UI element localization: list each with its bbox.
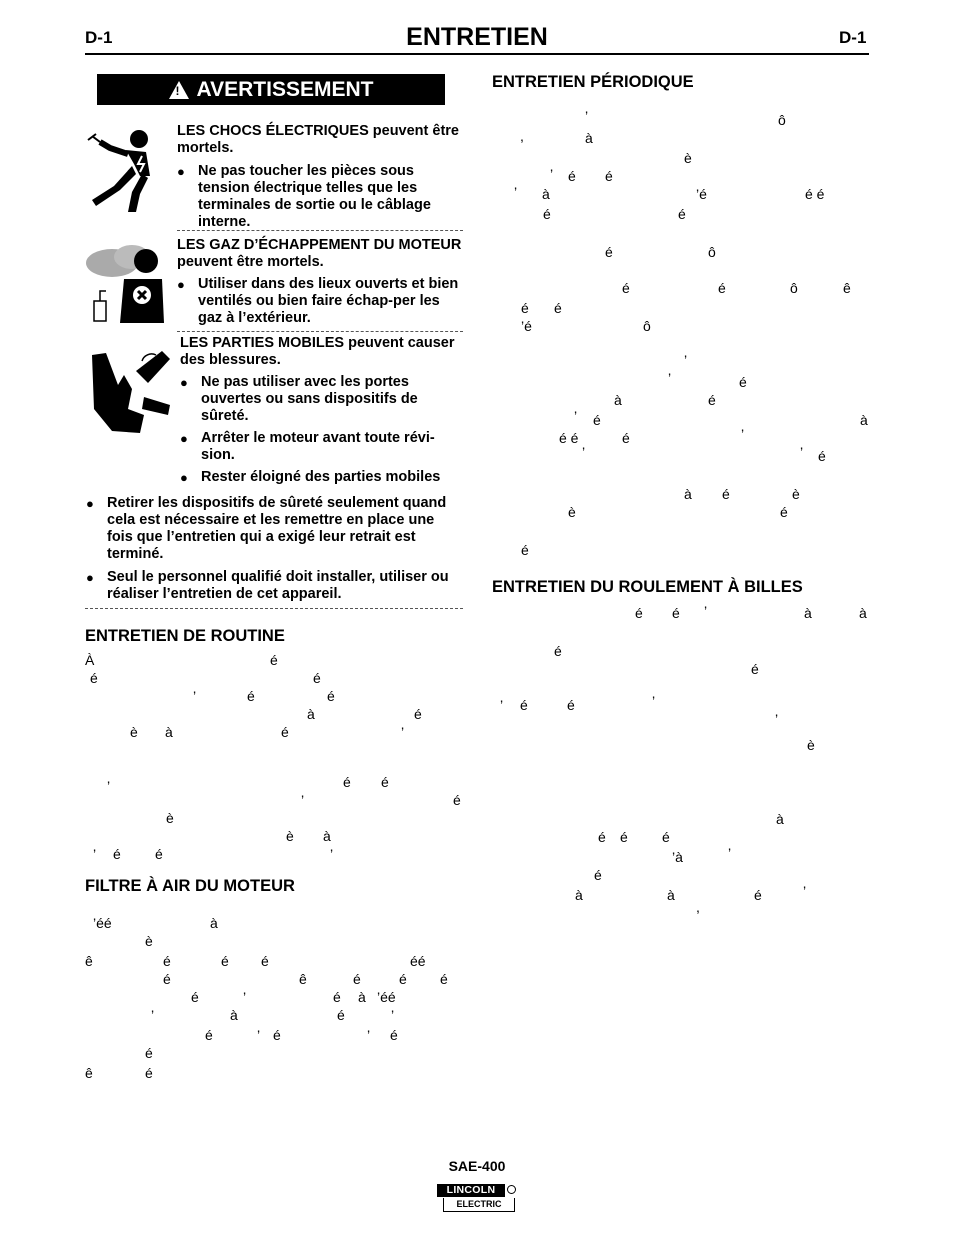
warning-triangle-icon: ! bbox=[169, 81, 189, 99]
moving-bullet: ● Rester éloigné des parties mobiles bbox=[180, 469, 463, 486]
warning-banner-label: AVERTISSEMENT bbox=[196, 77, 374, 101]
exhaust-fumes-icon bbox=[84, 243, 174, 328]
air-filter-heading: FILTRE À AIR DU MOTEUR bbox=[85, 877, 295, 895]
air-filter-body: ’éé à è ê é é é éé é ê é é é é ’ é à ’éé ’ à é ’ é ’ é ’ é é ê é bbox=[85, 915, 448, 1081]
page-code-right: D-1 bbox=[839, 28, 867, 47]
routine-body: À é é é ’ é é à é è à é ’ ’ é é ’ é è è à ’ é é ’ bbox=[85, 652, 461, 862]
moving-bullet: ● Arrêter le moteur avant toute révi-sion. bbox=[180, 430, 463, 464]
electric-heading: LES CHOCS ÉLECTRIQUES peuvent être mortels. bbox=[177, 123, 459, 156]
header-rule bbox=[85, 53, 869, 55]
electric-shock-icon bbox=[84, 126, 174, 216]
exhaust-warning bbox=[177, 237, 462, 327]
moving-warning bbox=[180, 335, 463, 486]
divider bbox=[85, 608, 463, 609]
general-bullet: ● Retirer les dispositifs de sûreté seulement quand cela est nécessaire et les remettre en place une fois que l’entretien qui a exigé leur retrait est terminé. bbox=[86, 495, 461, 563]
moving-bullet: ● Ne pas utiliser avec les portes ouvertes ou sans dispositifs de sûreté. bbox=[180, 374, 463, 425]
registered-mark-icon bbox=[507, 1185, 516, 1194]
divider bbox=[177, 230, 463, 231]
general-bullet: ● Seul le personnel qualifié doit installer, utiliser ou réaliser l’entretien de cet appareil. bbox=[86, 569, 461, 603]
moving-heading: LES PARTIES MOBILES peuvent causer des blessures. bbox=[180, 335, 455, 368]
logo-top: LINCOLN bbox=[437, 1184, 505, 1197]
bearing-body: é é ’ à à é é ’ é é ’ ’ è à é é é ’à ’ é à à é ’ , bbox=[500, 603, 867, 915]
divider bbox=[177, 331, 463, 332]
page-title: ENTRETIEN bbox=[406, 23, 548, 51]
model-number: SAE-400 bbox=[448, 1158, 506, 1174]
periodic-body: ’ ô , à è ’ é é ’ à ’é é é é é é ô é é ô ê é é ’é ô ’ ’ é à é ’ é à é é é ’ ’ ’ é à é è è é é bbox=[514, 108, 868, 558]
moving-parts-hand-icon bbox=[84, 345, 176, 440]
electric-bullet: ● Ne pas toucher les pièces sous tension électrique telles que les terminales de sortie ou le câblage interne. bbox=[177, 163, 462, 231]
logo-bottom: ELECTRIC bbox=[443, 1198, 515, 1212]
page-code-left: D-1 bbox=[85, 28, 113, 47]
periodic-heading: ENTRETIEN PÉRIODIQUE bbox=[492, 73, 694, 91]
electric-warning bbox=[177, 123, 462, 231]
exhaust-heading: LES GAZ D’ÉCHAPPEMENT DU MOTEUR peuvent être mortels. bbox=[177, 237, 462, 270]
exhaust-bullet: ● Utiliser dans des lieux ouverts et bien ventilés ou bien faire échap-per les gaz à l’extérieur. bbox=[177, 276, 462, 327]
lincoln-electric-logo bbox=[437, 1184, 517, 1214]
bearing-heading: ENTRETIEN DU ROULEMENT À BILLES bbox=[492, 578, 803, 596]
routine-heading: ENTRETIEN DE ROUTINE bbox=[85, 627, 285, 645]
warning-banner bbox=[97, 74, 445, 105]
general-warnings bbox=[86, 495, 461, 603]
